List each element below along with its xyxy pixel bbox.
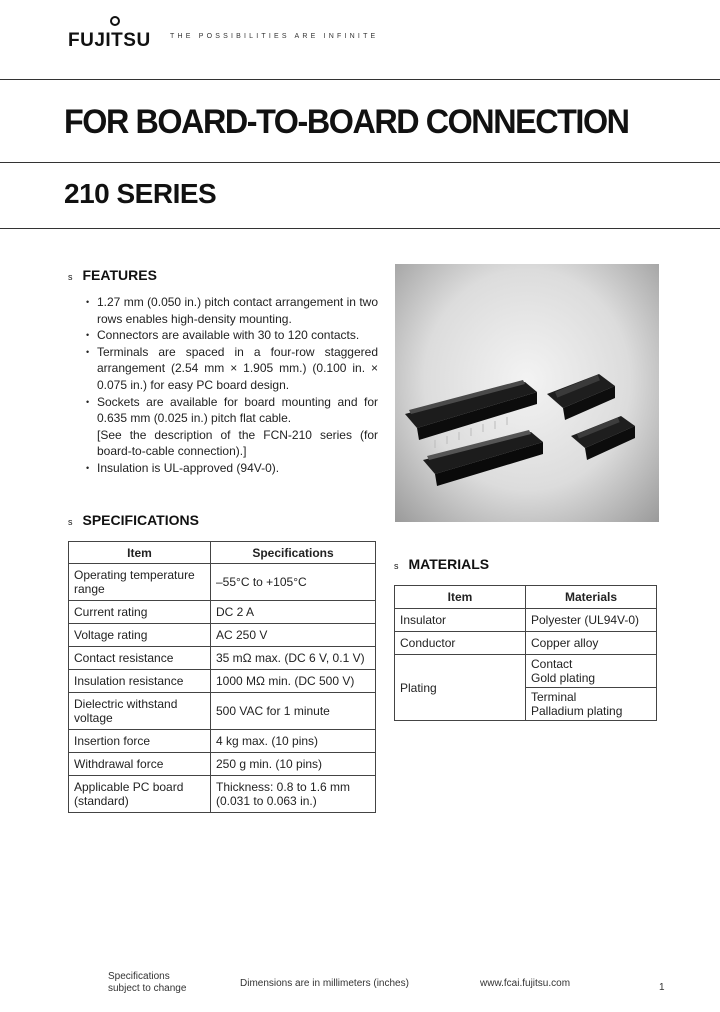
spec-value: Thickness: 0.8 to 1.6 mm (0.031 to 0.063 in.) bbox=[211, 776, 376, 813]
features-heading bbox=[68, 267, 157, 283]
connector-long-bottom bbox=[423, 430, 543, 486]
specifications-heading-label: SPECIFICATIONS bbox=[82, 512, 199, 528]
page-title: FOR BOARD-TO-BOARD CONNECTION bbox=[64, 103, 629, 141]
feature-note: [See the description of the FCN-210 series (for board-to-cable connection).] bbox=[97, 427, 378, 459]
feature-item: • Sockets are available for board mounting and for 0.635 mm (0.025 in.) pitch flat cable. bbox=[86, 394, 378, 427]
material-value: Copper alloy bbox=[526, 632, 657, 655]
table-row bbox=[69, 730, 376, 753]
spec-value: DC 2 A bbox=[211, 601, 376, 624]
table-row bbox=[69, 776, 376, 813]
feature-item: • Insulation is UL-approved (94V-0). bbox=[86, 460, 378, 477]
table-row bbox=[69, 624, 376, 647]
footer-dimensions: Dimensions are in millimeters (inches) bbox=[240, 978, 409, 989]
table-row bbox=[69, 647, 376, 670]
material-value bbox=[526, 688, 657, 721]
spec-item: Applicable PC board (standard) bbox=[69, 776, 211, 813]
spec-item: Current rating bbox=[69, 601, 211, 624]
material-item: Insulator bbox=[395, 609, 526, 632]
connector-socket-lower bbox=[571, 416, 635, 460]
footer-note-line-2: subject to change bbox=[108, 983, 187, 994]
divider-middle bbox=[0, 162, 720, 163]
table-row bbox=[69, 601, 376, 624]
column-header-materials: Materials bbox=[526, 586, 657, 609]
table-row bbox=[69, 564, 376, 601]
series-title: 210 SERIES bbox=[64, 178, 217, 209]
table-row bbox=[69, 693, 376, 730]
table-row bbox=[69, 753, 376, 776]
materials-table bbox=[394, 585, 657, 721]
divider-bottom bbox=[0, 228, 720, 229]
materials-heading bbox=[394, 556, 489, 572]
specifications-heading bbox=[68, 512, 199, 528]
tagline: THE POSSIBILITIES ARE INFINITE bbox=[170, 33, 379, 40]
divider-top bbox=[0, 79, 720, 80]
material-item: Conductor bbox=[395, 632, 526, 655]
feature-item: • Connectors are available with 30 to 120 contacts. bbox=[86, 327, 378, 344]
column-header-specifications: Specifications bbox=[211, 542, 376, 564]
footer-note-line-1: Specifications bbox=[108, 971, 170, 982]
section-bullet-icon: s bbox=[394, 561, 399, 571]
section-bullet-icon: s bbox=[68, 272, 73, 282]
plating-terminal-value: Palladium plating bbox=[531, 704, 623, 718]
spec-value: 1000 MΩ min. (DC 500 V) bbox=[211, 670, 376, 693]
material-value: Polyester (UL94V-0) bbox=[526, 609, 657, 632]
logo-infinity-icon bbox=[110, 16, 120, 26]
table-row bbox=[395, 655, 657, 688]
fujitsu-logo: FUJITSU bbox=[68, 30, 151, 51]
plating-terminal-label: Terminal bbox=[531, 690, 577, 704]
section-bullet-icon: s bbox=[68, 517, 73, 527]
spec-item: Dielectric withstand voltage bbox=[69, 693, 211, 730]
material-value bbox=[526, 655, 657, 688]
spec-item: Insertion force bbox=[69, 730, 211, 753]
table-row bbox=[395, 632, 657, 655]
spec-value: AC 250 V bbox=[211, 624, 376, 647]
page-number: 1 bbox=[659, 982, 665, 993]
plating-contact-value: Gold plating bbox=[531, 671, 596, 685]
spec-item: Contact resistance bbox=[69, 647, 211, 670]
material-item: Plating bbox=[395, 655, 526, 721]
connector-illustration bbox=[395, 264, 659, 522]
feature-item: • Terminals are spaced in a four-row staggered arrangement (2.54 mm × 1.905 mm.) (0.100 in. × 0.075 in.) for easy PC board design. bbox=[86, 344, 378, 394]
features-list bbox=[86, 294, 378, 477]
column-header-item: Item bbox=[69, 542, 211, 564]
spec-item: Voltage rating bbox=[69, 624, 211, 647]
connector-socket-upper bbox=[547, 374, 615, 420]
feature-item: • 1.27 mm (0.050 in.) pitch contact arrangement in two rows enables high-density mounting. bbox=[86, 294, 378, 327]
footer-url[interactable]: www.fcai.fujitsu.com bbox=[480, 978, 571, 989]
footer-note bbox=[108, 971, 186, 995]
product-photo bbox=[395, 264, 659, 522]
table-row bbox=[395, 609, 657, 632]
plating-contact-label: Contact bbox=[531, 657, 573, 671]
table-header-row bbox=[395, 586, 657, 609]
spec-value: 4 kg max. (10 pins) bbox=[211, 730, 376, 753]
materials-heading-label: MATERIALS bbox=[408, 556, 490, 572]
features-heading-label: FEATURES bbox=[82, 267, 157, 283]
table-row bbox=[69, 670, 376, 693]
spec-value: 500 VAC for 1 minute bbox=[211, 693, 376, 730]
table-header-row bbox=[69, 542, 376, 564]
spec-value: 250 g min. (10 pins) bbox=[211, 753, 376, 776]
spec-item: Withdrawal force bbox=[69, 753, 211, 776]
spec-item: Operating temperature range bbox=[69, 564, 211, 601]
column-header-item: Item bbox=[395, 586, 526, 609]
spec-value: 35 mΩ max. (DC 6 V, 0.1 V) bbox=[211, 647, 376, 670]
spec-item: Insulation resistance bbox=[69, 670, 211, 693]
spec-value: –55°C to +105°C bbox=[211, 564, 376, 601]
specifications-table bbox=[68, 541, 376, 813]
